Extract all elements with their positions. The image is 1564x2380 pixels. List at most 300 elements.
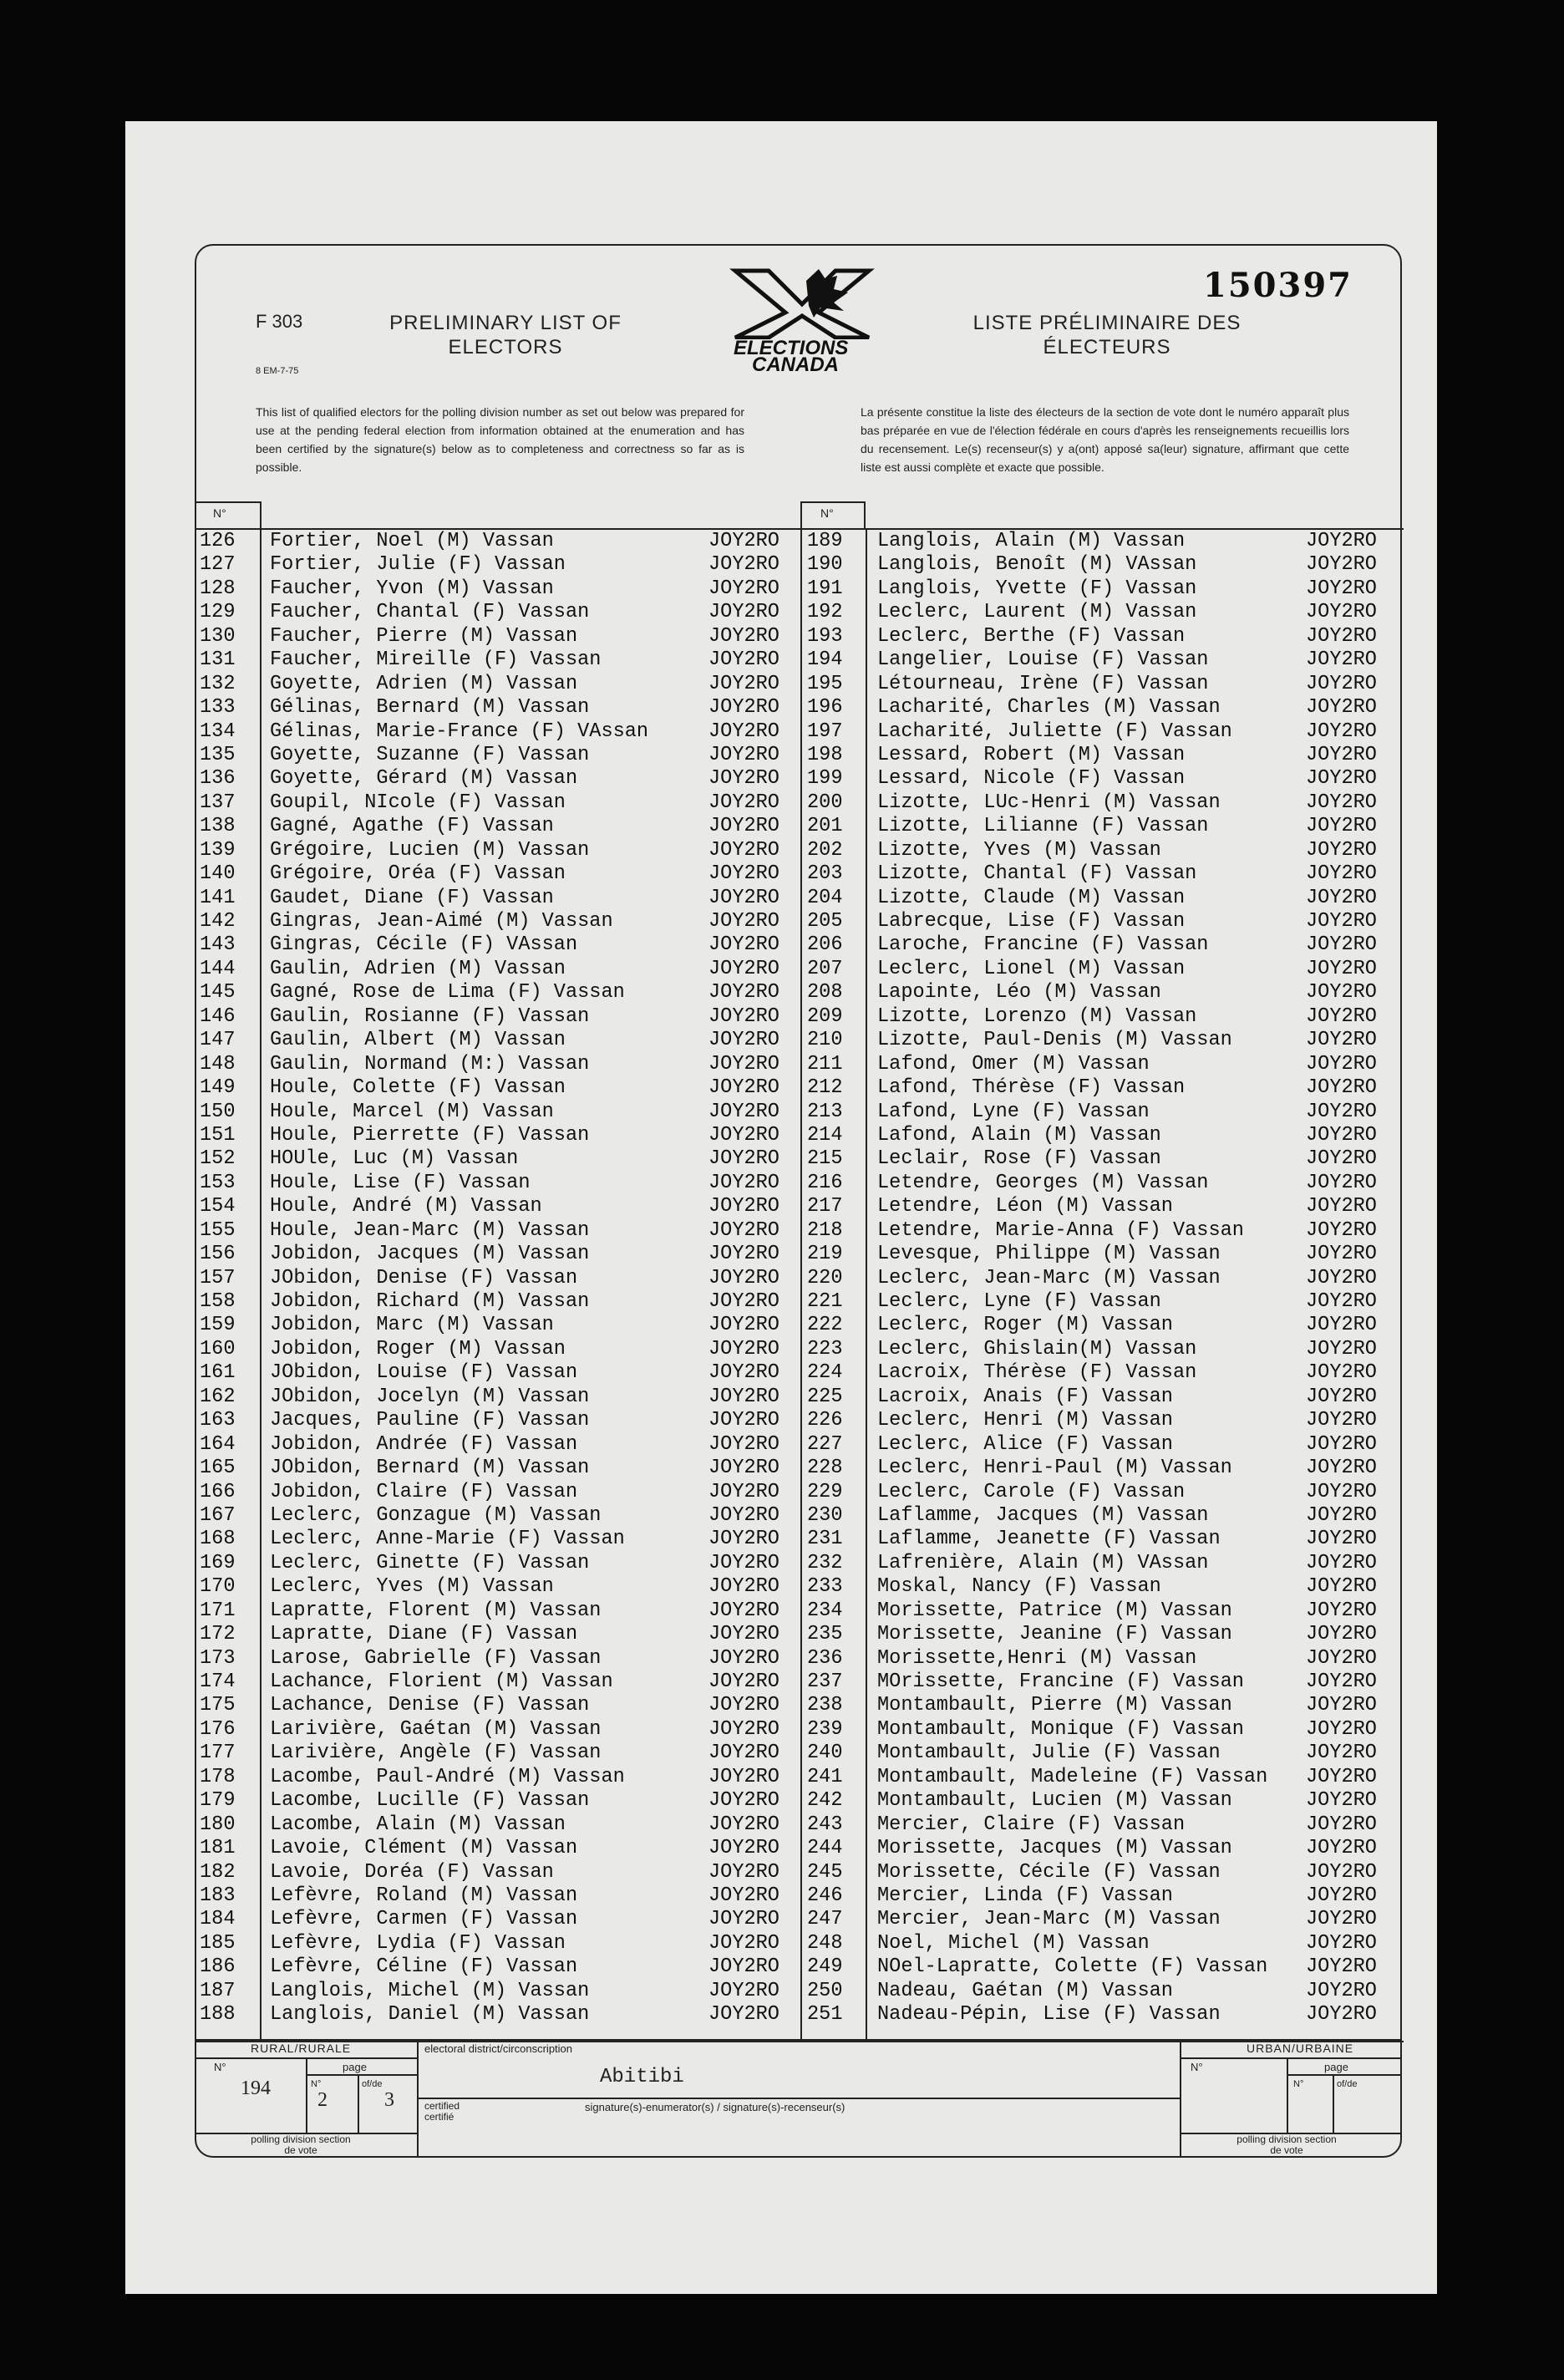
elector-list-right	[800, 528, 1404, 2042]
elector-number: 186	[200, 1955, 236, 1979]
elector-name: Houle, Jean-Marc (M) Vassan	[270, 1218, 590, 1242]
postal-code: JOY2RO	[708, 791, 779, 814]
elector-name: Leclerc, Lionel (M) Vassan	[877, 957, 1186, 980]
postal-code: JOY2RO	[1306, 791, 1377, 814]
elector-row	[802, 1694, 1404, 1717]
header-divider-left	[260, 501, 262, 530]
elector-number: 251	[807, 2003, 843, 2027]
page-of-divider	[358, 2074, 359, 2134]
elector-row	[802, 1718, 1404, 1742]
postal-code: JOY2RO	[1306, 838, 1377, 862]
elector-row	[802, 933, 1404, 957]
postal-code: JOY2RO	[708, 1908, 779, 1931]
elector-number: 168	[200, 1528, 236, 1551]
elector-row	[195, 720, 802, 744]
elector-name: Larivière, Angèle (F) Vassan	[270, 1742, 602, 1765]
elector-number: 198	[807, 743, 843, 766]
elector-number: 232	[807, 1551, 843, 1574]
elector-number: 197	[807, 720, 843, 743]
elector-row	[195, 910, 802, 933]
elector-number: 154	[200, 1195, 236, 1218]
elector-number: 178	[200, 1765, 236, 1788]
elector-row	[195, 1742, 802, 1765]
elector-row	[195, 1124, 802, 1147]
elector-name: Lafond, Lyne (F) Vassan	[877, 1100, 1150, 1123]
polling-label-urban: polling division section de vote	[1236, 2133, 1337, 2156]
page-subrule	[306, 2074, 419, 2076]
elector-number: 185	[200, 1931, 236, 1955]
elector-row	[802, 1504, 1404, 1528]
elector-number: 164	[200, 1432, 236, 1456]
elector-number: 247	[807, 1908, 843, 1931]
elector-row	[195, 673, 802, 696]
elector-row	[195, 1029, 802, 1052]
postal-code: JOY2RO	[1306, 1575, 1377, 1599]
elector-row	[802, 1552, 1404, 1575]
elector-row	[195, 1955, 802, 1979]
number-header-right: N°	[820, 506, 834, 520]
postal-code: JOY2RO	[1306, 530, 1377, 552]
postal-code: JOY2RO	[708, 1717, 779, 1741]
elector-name: Gaudet, Diane (F) Vassan	[270, 886, 554, 909]
elector-row	[195, 1980, 802, 2003]
elector-number: 182	[200, 1860, 236, 1884]
elector-name: Lapointe, Léo (M) Vassan	[877, 981, 1161, 1004]
elector-number: 224	[807, 1361, 843, 1385]
elector-name: Langlois, Alain (M) Vassan	[877, 530, 1186, 552]
page-label-urban: page	[1324, 2061, 1348, 2073]
elector-row	[195, 1671, 802, 1694]
elector-number: 215	[807, 1147, 843, 1171]
elector-name: Lizotte, Lilianne (F) Vassan	[877, 815, 1209, 838]
postal-code: JOY2RO	[1306, 1100, 1377, 1123]
elector-row	[802, 1290, 1404, 1314]
elector-name: Jobidon, Marc (M) Vassan	[270, 1314, 554, 1337]
postal-code: JOY2RO	[708, 1575, 779, 1599]
elector-number: 226	[807, 1409, 843, 1432]
elector-row	[802, 1481, 1404, 1504]
elector-number: 220	[807, 1266, 843, 1289]
postal-code: JOY2RO	[1306, 696, 1377, 720]
elector-number: 221	[807, 1290, 843, 1313]
urban-page-divider	[1287, 2057, 1288, 2134]
elector-name: Leclerc, Gonzague (M) Vassan	[270, 1503, 602, 1527]
elector-number: 146	[200, 1004, 236, 1028]
elector-row	[195, 1101, 802, 1124]
footer-top-rule	[195, 2039, 1402, 2041]
header-rule-right	[802, 501, 866, 503]
elector-row	[802, 815, 1404, 838]
postal-code: JOY2RO	[1306, 1979, 1377, 2002]
elector-row	[195, 1528, 802, 1551]
elector-number: 172	[200, 1623, 236, 1646]
elector-number: 195	[807, 672, 843, 695]
elector-row	[195, 933, 802, 957]
elector-row	[802, 1861, 1404, 1884]
postal-code: JOY2RO	[708, 1195, 779, 1218]
elector-number: 183	[200, 1884, 236, 1907]
elector-row	[195, 1599, 802, 1623]
elector-row	[802, 1267, 1404, 1290]
postal-code: JOY2RO	[1306, 1361, 1377, 1385]
elector-name: Lacharité, Charles (M) Vassan	[877, 696, 1221, 720]
district-value: Abitibi	[600, 2066, 684, 2088]
postal-code: JOY2RO	[708, 1837, 779, 1860]
elector-row	[195, 1504, 802, 1528]
elector-name: Jobidon, Roger (M) Vassan	[270, 1337, 566, 1360]
header-divider-right	[864, 501, 866, 530]
postal-code: JOY2RO	[1306, 1218, 1377, 1242]
form-number: F 303	[256, 311, 303, 332]
elector-number: 246	[807, 1884, 843, 1907]
elector-number: 209	[807, 1004, 843, 1028]
elector-number: 163	[200, 1409, 236, 1432]
elector-number: 235	[807, 1623, 843, 1646]
elector-number: 234	[807, 1599, 843, 1622]
elector-name: Lafond, Thérèse (F) Vassan	[877, 1076, 1186, 1100]
elector-name: Lizotte, Paul-Denis (M) Vassan	[877, 1029, 1232, 1052]
elector-number: 159	[200, 1314, 236, 1337]
elector-name: Montambault, Pierre (M) Vassan	[877, 1694, 1232, 1717]
elector-row	[802, 673, 1404, 696]
postal-code: JOY2RO	[1306, 2003, 1377, 2027]
elector-row	[802, 696, 1404, 720]
elector-number: 239	[807, 1717, 843, 1741]
elector-number: 231	[807, 1528, 843, 1551]
elector-number: 142	[200, 910, 236, 933]
elector-name: Letendre, Marie-Anna (F) Vassan	[877, 1218, 1244, 1242]
elector-name: Lizotte, Chantal (F) Vassan	[877, 862, 1197, 886]
elector-name: Lacombe, Paul-André (M) Vassan	[270, 1765, 625, 1788]
postal-code: JOY2RO	[708, 1243, 779, 1266]
elector-number: 187	[200, 1979, 236, 2002]
elector-number: 228	[807, 1457, 843, 1480]
elector-name: Laflamme, Jacques (M) Vassan	[877, 1503, 1209, 1527]
postal-code: JOY2RO	[1306, 767, 1377, 791]
postal-code: JOY2RO	[708, 838, 779, 862]
elector-name: Houle, Lise (F) Vassan	[270, 1171, 531, 1194]
postal-code: JOY2RO	[708, 1052, 779, 1076]
postal-code: JOY2RO	[1306, 1884, 1377, 1907]
elector-row	[802, 1053, 1404, 1076]
elector-name: Faucher, Yvon (M) Vassan	[270, 577, 554, 600]
elector-number: 202	[807, 838, 843, 862]
serial-number: 150397	[1203, 266, 1353, 305]
elector-name: Gélinas, Bernard (M) Vassan	[270, 696, 590, 720]
elector-row	[802, 1884, 1404, 1908]
postal-code: JOY2RO	[1306, 981, 1377, 1004]
elector-name: Mercier, Jean-Marc (M) Vassan	[877, 1908, 1221, 1931]
elector-row	[195, 1789, 802, 1813]
postal-code: JOY2RO	[1306, 1123, 1377, 1147]
elector-name: Lapratte, Diane (F) Vassan	[270, 1623, 578, 1646]
elector-name: Lizotte, Lorenzo (M) Vassan	[877, 1004, 1197, 1028]
elector-row	[802, 958, 1404, 981]
elector-name: Larivière, Gaétan (M) Vassan	[270, 1717, 602, 1741]
elector-number: 199	[807, 767, 843, 791]
elector-row	[195, 1409, 802, 1432]
elector-row	[195, 1457, 802, 1480]
postal-code: JOY2RO	[708, 886, 779, 909]
elector-name: Gélinas, Marie-France (F) VAssan	[270, 720, 649, 743]
elector-number: 213	[807, 1100, 843, 1123]
elector-name: Laflamme, Jeanette (F) Vassan	[877, 1528, 1221, 1551]
elector-name: JObidon, Denise (F) Vassan	[270, 1266, 578, 1289]
elector-number: 194	[807, 648, 843, 672]
elector-name: Leclerc, Henri (M) Vassan	[877, 1409, 1173, 1432]
elector-name: Jobidon, Andrée (F) Vassan	[270, 1432, 578, 1456]
postal-code: JOY2RO	[708, 815, 779, 838]
elector-number: 189	[807, 530, 843, 552]
elector-number: 167	[200, 1503, 236, 1527]
elector-row	[195, 1433, 802, 1457]
postal-code: JOY2RO	[708, 1004, 779, 1028]
postal-code: JOY2RO	[1306, 1694, 1377, 1717]
elector-row	[195, 767, 802, 791]
elector-name: Mercier, Linda (F) Vassan	[877, 1884, 1173, 1907]
postal-code: JOY2RO	[1306, 601, 1377, 624]
elector-name: Létourneau, Irène (F) Vassan	[877, 672, 1209, 695]
postal-code: JOY2RO	[708, 767, 779, 791]
elector-number: 128	[200, 577, 236, 600]
elector-row	[802, 1671, 1404, 1694]
postal-code: JOY2RO	[708, 530, 779, 552]
elector-number: 132	[200, 672, 236, 695]
elector-name: Nadeau-Pépin, Lise (F) Vassan	[877, 2003, 1221, 2027]
elector-number: 237	[807, 1671, 843, 1693]
postal-code: JOY2RO	[708, 1789, 779, 1813]
elector-number: 153	[200, 1171, 236, 1194]
postal-code: JOY2RO	[1306, 910, 1377, 933]
postal-code: JOY2RO	[708, 910, 779, 933]
elector-row	[802, 1195, 1404, 1218]
elector-name: Lafond, Alain (M) Vassan	[877, 1123, 1161, 1147]
elector-number: 227	[807, 1432, 843, 1456]
elector-name: Morissette, Jacques (M) Vassan	[877, 1837, 1232, 1860]
elector-number: 191	[807, 577, 843, 600]
elector-name: Leclerc, Berthe (F) Vassan	[877, 624, 1186, 648]
elector-row	[195, 1694, 802, 1717]
elector-row	[195, 1338, 802, 1361]
elector-name: Letendre, Léon (M) Vassan	[877, 1195, 1173, 1218]
postal-code: JOY2RO	[1306, 1004, 1377, 1028]
elector-row	[195, 1172, 802, 1195]
elector-row	[802, 601, 1404, 624]
postal-code: JOY2RO	[1306, 1742, 1377, 1765]
elector-name: Leclerc, Lyne (F) Vassan	[877, 1290, 1161, 1313]
elector-row	[802, 839, 1404, 862]
elector-row	[195, 1884, 802, 1908]
elector-number: 196	[807, 696, 843, 720]
elector-row	[802, 791, 1404, 815]
elector-name: Jobidon, Jacques (M) Vassan	[270, 1243, 590, 1266]
elector-row	[195, 744, 802, 767]
postal-code: JOY2RO	[708, 1931, 779, 1955]
postal-code: JOY2RO	[1306, 648, 1377, 672]
postal-code: JOY2RO	[708, 1813, 779, 1836]
elector-number: 140	[200, 862, 236, 886]
postal-code: JOY2RO	[708, 1599, 779, 1622]
postal-code: JOY2RO	[708, 672, 779, 695]
postal-code: JOY2RO	[708, 601, 779, 624]
elector-name: Morissette,Henri (M) Vassan	[877, 1646, 1197, 1670]
elector-number: 138	[200, 815, 236, 838]
elector-number: 238	[807, 1694, 843, 1717]
elector-number: 206	[807, 933, 843, 957]
elector-number: 204	[807, 886, 843, 909]
postal-code: JOY2RO	[708, 1646, 779, 1670]
elector-number: 161	[200, 1361, 236, 1385]
elector-number: 188	[200, 2003, 236, 2027]
postal-code: JOY2RO	[1306, 1931, 1377, 1955]
elector-row	[195, 862, 802, 886]
elector-number: 126	[200, 530, 236, 552]
elector-name: Faucher, Pierre (M) Vassan	[270, 624, 578, 648]
elector-number: 176	[200, 1717, 236, 1741]
elector-name: Lacombe, Alain (M) Vassan	[270, 1813, 566, 1836]
elector-row	[802, 553, 1404, 577]
polling-page-divider	[306, 2057, 307, 2134]
postal-code: JOY2RO	[1306, 1409, 1377, 1432]
elector-number: 148	[200, 1052, 236, 1076]
elector-number: 217	[807, 1195, 843, 1218]
elector-number: 149	[200, 1076, 236, 1100]
elector-name: Lizotte, Claude (M) Vassan	[877, 886, 1186, 909]
elector-name: Leclerc, Ginette (F) Vassan	[270, 1551, 590, 1574]
elector-row	[802, 981, 1404, 1004]
elector-row	[802, 744, 1404, 767]
elector-number: 130	[200, 624, 236, 648]
elector-number: 190	[807, 553, 843, 577]
postal-code: JOY2RO	[1306, 577, 1377, 600]
elector-number: 229	[807, 1480, 843, 1503]
elector-row	[195, 1361, 802, 1385]
elector-row	[802, 1314, 1404, 1337]
elector-number: 210	[807, 1029, 843, 1052]
elector-name: Fortier, Noel (M) Vassan	[270, 530, 554, 552]
elector-number: 137	[200, 791, 236, 814]
page-number: 2	[317, 2089, 328, 2111]
elector-row	[802, 1029, 1404, 1052]
postal-code: JOY2RO	[1306, 1623, 1377, 1646]
elector-row	[195, 625, 802, 648]
elector-number: 205	[807, 910, 843, 933]
elector-number: 158	[200, 1290, 236, 1313]
elector-name: Houle, Colette (F) Vassan	[270, 1076, 566, 1100]
elector-number: 233	[807, 1575, 843, 1599]
elector-number: 216	[807, 1171, 843, 1194]
elector-row	[195, 1005, 802, 1029]
postal-code: JOY2RO	[708, 1955, 779, 1979]
elector-row	[802, 1647, 1404, 1671]
elector-number: 173	[200, 1646, 236, 1670]
elector-row	[802, 1932, 1404, 1955]
elector-name: NOel-Lapratte, Colette (F) Vassan	[877, 1955, 1268, 1979]
elector-name: Leclerc, Alice (F) Vassan	[877, 1432, 1173, 1456]
elector-name: Letendre, Georges (M) Vassan	[877, 1171, 1209, 1194]
elector-number: 162	[200, 1385, 236, 1408]
elector-row	[802, 1243, 1404, 1266]
elector-name: Lavoie, Doréa (F) Vassan	[270, 1860, 554, 1884]
page-label-rural: page	[343, 2061, 367, 2073]
elector-name: Grégoire, Oréa (F) Vassan	[270, 862, 566, 886]
elector-number: 200	[807, 791, 843, 814]
elector-number: 240	[807, 1742, 843, 1765]
elector-row	[802, 1575, 1404, 1599]
elector-row	[802, 1742, 1404, 1765]
title-french: LISTE PRÉLIMINAIRE DES ÉLECTEURS	[972, 312, 1242, 359]
elector-name: Langlois, Benoît (M) VAssan	[877, 553, 1197, 577]
elector-number: 245	[807, 1860, 843, 1884]
postal-code: JOY2RO	[1306, 1171, 1377, 1194]
elector-row	[195, 601, 802, 624]
postal-code: JOY2RO	[708, 720, 779, 743]
elector-name: Leclerc, Ghislain(M) Vassan	[877, 1337, 1197, 1360]
elector-name: Lacharité, Juliette (F) Vassan	[877, 720, 1232, 743]
elector-name: MOrissette, Francine (F) Vassan	[877, 1671, 1244, 1693]
elector-row	[802, 2003, 1404, 2027]
postal-code: JOY2RO	[708, 743, 779, 766]
elector-number: 223	[807, 1337, 843, 1360]
elector-name: Lacombe, Lucille (F) Vassan	[270, 1789, 590, 1813]
urban-page-subrule	[1287, 2074, 1402, 2076]
elector-number: 207	[807, 957, 843, 980]
postal-code: JOY2RO	[708, 1528, 779, 1551]
elector-number: 250	[807, 1979, 843, 2002]
elector-row	[802, 910, 1404, 933]
elector-name: Montambault, Monique (F) Vassan	[877, 1717, 1244, 1741]
elector-name: JObidon, Jocelyn (M) Vassan	[270, 1385, 590, 1408]
elector-number: 139	[200, 838, 236, 862]
elector-row	[802, 1766, 1404, 1789]
elector-name: Gaulin, Rosianne (F) Vassan	[270, 1004, 590, 1028]
elector-row	[802, 1908, 1404, 1931]
elector-number: 165	[200, 1457, 236, 1480]
elector-name: Montambault, Julie (F) Vassan	[877, 1742, 1221, 1765]
elector-row	[802, 720, 1404, 744]
elector-number: 177	[200, 1742, 236, 1765]
elector-name: Langlois, Daniel (M) Vassan	[270, 2003, 590, 2027]
elector-row	[802, 1361, 1404, 1385]
postal-code: JOY2RO	[708, 862, 779, 886]
postal-code: JOY2RO	[708, 624, 779, 648]
elector-name: Gagné, Rose de Lima (F) Vassan	[270, 981, 625, 1004]
postal-code: JOY2RO	[708, 1503, 779, 1527]
postal-code: JOY2RO	[708, 933, 779, 957]
postal-code: JOY2RO	[708, 1337, 779, 1360]
elector-row	[195, 1552, 802, 1575]
postal-code: JOY2RO	[1306, 1385, 1377, 1408]
district-label: electoral district/circonscription	[424, 2042, 573, 2055]
elector-name: Gaulin, Adrien (M) Vassan	[270, 957, 566, 980]
elector-number: 242	[807, 1789, 843, 1813]
postal-code: JOY2RO	[1306, 553, 1377, 577]
elector-number: 127	[200, 553, 236, 577]
elector-name: Goupil, NIcole (F) Vassan	[270, 791, 566, 814]
elector-number: 145	[200, 981, 236, 1004]
elector-name: Gaulin, Albert (M) Vassan	[270, 1029, 566, 1052]
postal-code: JOY2RO	[708, 1432, 779, 1456]
postal-code: JOY2RO	[1306, 1837, 1377, 1860]
elector-row	[195, 1575, 802, 1599]
elector-number: 160	[200, 1337, 236, 1360]
postal-code: JOY2RO	[708, 1884, 779, 1907]
elector-row	[195, 553, 802, 577]
elector-number: 208	[807, 981, 843, 1004]
elector-row	[195, 1219, 802, 1243]
postal-code: JOY2RO	[1306, 1029, 1377, 1052]
elector-name: Lachance, Florient (M) Vassan	[270, 1671, 613, 1693]
